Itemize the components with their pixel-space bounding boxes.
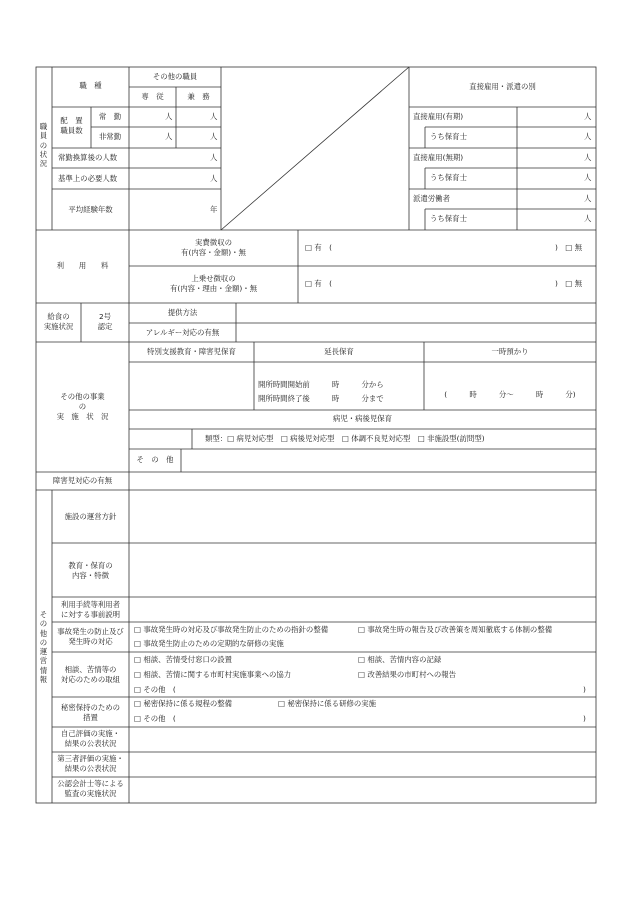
shokushu-label: 職 種 — [79, 81, 102, 90]
other-staff-label: その他の職員 — [152, 72, 198, 81]
staff-side-label: 職員の状況 — [39, 122, 48, 168]
unit-nin: 人 — [584, 132, 592, 141]
unit-nin: 人 — [584, 173, 592, 182]
fees-extra-yes[interactable]: □ 有 ( — [305, 279, 332, 288]
ichiji-header: 一時預かり — [491, 347, 529, 356]
close-paren: ) — [583, 685, 586, 694]
accident-option-1[interactable]: □ 事故発生時の対応及び事故発生防止のための指針の整備 — [134, 625, 329, 634]
self-eval-label: 自己評価の実施・ 結果の公表状況 — [60, 729, 121, 748]
uchi-hoikushi-label: うち保育士 — [430, 173, 467, 182]
meals-label: 給食の 実施状況 — [43, 312, 74, 331]
joukin-label: 常 勤 — [98, 112, 122, 121]
accident-option-2[interactable]: □ 事故発生時の報告及び改善策を周知徹底する体制の整備 — [358, 625, 553, 634]
meal-method-label: 提供方法 — [167, 308, 198, 317]
unit-nin: 人 — [165, 132, 173, 141]
kenmu-label: 兼 務 — [187, 92, 210, 101]
direct-muki-label: 直接雇用(無期) — [413, 153, 464, 162]
direct-yuki-label: 直接雇用(有期) — [413, 112, 464, 121]
complaint-option-4[interactable]: □ 改善結果の市町村への報告 — [358, 670, 457, 679]
education-label: 教育・保育の 内容・特徴 — [68, 561, 113, 580]
hijoukin-label: 非常勤 — [98, 132, 122, 141]
other-projects-sonota: そ の 他 — [136, 455, 174, 464]
secrecy-option-2[interactable]: □ 秘密保持に係る研修の実施 — [278, 699, 377, 708]
encho-end: 開所時間終了後 時 分まで — [258, 394, 384, 403]
unit-nin: 人 — [584, 153, 592, 162]
special-support-header: 特別支援教育・障害児保育 — [147, 347, 236, 356]
ichiji-time: ( 時 分～ 時 分) — [444, 390, 576, 399]
disabled-support-label: 障害児対応の有無 — [52, 476, 113, 485]
encho-start: 開所時間開始前 時 分から — [258, 380, 384, 389]
fees-extra-no[interactable]: ) □ 無 — [555, 279, 582, 288]
complaint-option-3[interactable]: □ 相談、苦情に関する市町村実施事業への協力 — [134, 670, 292, 679]
fees-actual-yes[interactable]: □ 有 ( — [305, 243, 332, 252]
unit-nin: 人 — [210, 174, 218, 183]
unit-nin: 人 — [584, 194, 592, 203]
unit-nin: 人 — [210, 153, 218, 162]
keiken-label: 平均経験年数 — [68, 205, 113, 214]
unit-nin: 人 — [165, 112, 173, 121]
accident-option-3[interactable]: □ 事故発生防止のための定期的な研修の実施 — [134, 639, 284, 648]
complaint-other-option[interactable]: □ その他 ( — [134, 685, 176, 694]
secrecy-other-option[interactable]: □ その他 ( — [134, 714, 176, 723]
byoji-header: 病児・病後児保育 — [332, 414, 393, 423]
procedure-label: 利用手続等利用者 に対する事前説明 — [60, 600, 121, 619]
allergy-label: アレルギー対応の有無 — [145, 328, 220, 337]
fees-extra-label: 上乗せ徴収の 有(内容・理由・金額)・無 — [169, 274, 258, 293]
unit-nin: 人 — [584, 214, 592, 223]
kijun-label: 基準上の必要人数 — [58, 174, 118, 183]
unit-nin: 人 — [210, 132, 218, 141]
fees-actual-label: 実費徴収の 有(内容・金額)・無 — [181, 238, 246, 257]
unit-nin: 人 — [584, 112, 592, 121]
complaint-label: 相談、苦情等の 対応のための取組 — [60, 665, 121, 684]
third-eval-label: 第三者評価の実施・ 結果の公表状況 — [57, 754, 124, 773]
direct-header: 直接雇用・派遣の別 — [469, 82, 536, 91]
senju-label: 専 従 — [141, 92, 164, 101]
unit-nin: 人 — [210, 112, 218, 121]
haichi-label: 配 置 職員数 — [60, 116, 83, 135]
kansan-label: 常勤換算後の人数 — [58, 153, 118, 162]
audit-label: 公認会計士等による 監査の実施状況 — [57, 779, 124, 798]
complaint-option-1[interactable]: □ 相談、苦情受付窓口の設置 — [134, 655, 233, 664]
uchi-hoikushi-label: うち保育士 — [430, 132, 467, 141]
policy-label: 施設の運営方針 — [64, 512, 117, 521]
uchi-hoikushi-label: うち保育士 — [430, 214, 467, 223]
complaint-option-2[interactable]: □ 相談、苦情内容の記録 — [358, 655, 442, 664]
fees-actual-no[interactable]: ) □ 無 — [555, 243, 582, 252]
other-projects-label: その他の事業 の 実 施 状 況 — [56, 392, 109, 421]
secrecy-option-1[interactable]: □ 秘密保持に係る規程の整備 — [134, 699, 233, 708]
nigo-label: 2号 認定 — [97, 312, 113, 331]
accident-label: 事故発生の防止及び 発生時の対応 — [57, 627, 124, 646]
operations-side-label: その他の運営情報 — [39, 610, 48, 684]
unit-nen: 年 — [210, 205, 218, 214]
haken-label: 派遣労働者 — [413, 194, 450, 203]
byoji-type-options[interactable]: 類型：□ 病児対応型 □ 病後児対応型 □ 体調不良児対応型 □ 非施設型(訪問型) — [205, 434, 485, 443]
fees-label: 利 用 料 — [56, 261, 109, 270]
encho-header: 延長保育 — [324, 347, 354, 356]
close-paren: ) — [583, 714, 586, 723]
secrecy-label: 秘密保持のための 措置 — [60, 703, 121, 722]
